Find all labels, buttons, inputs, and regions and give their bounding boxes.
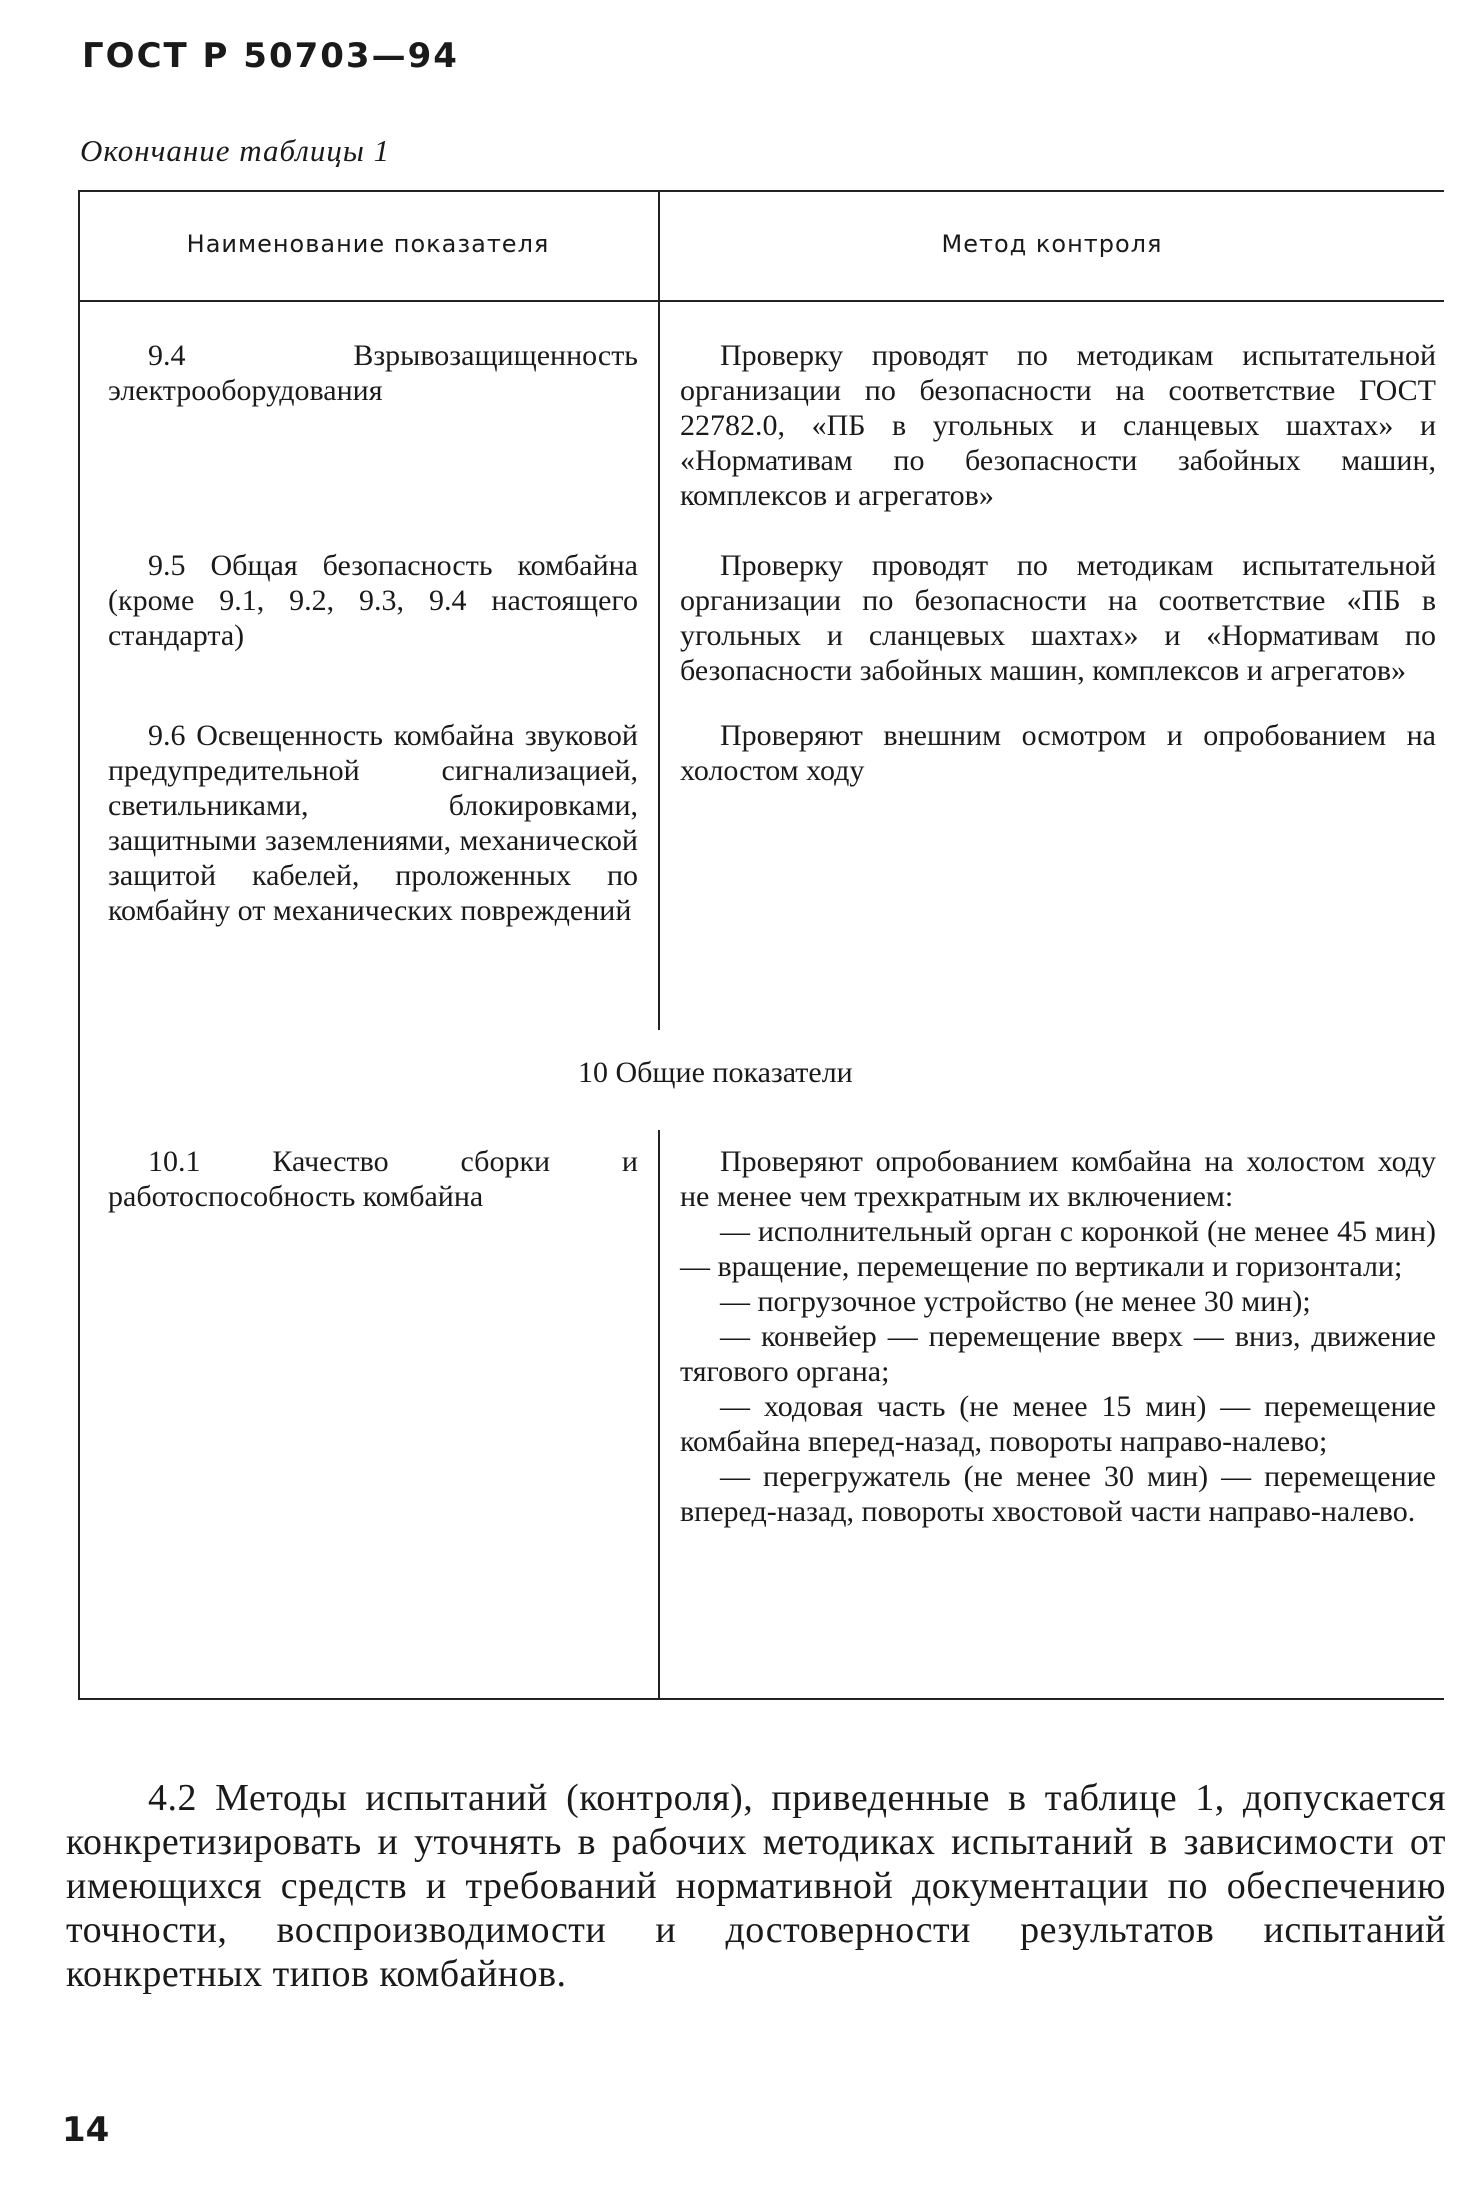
table-row-9-4-method: Проверку проводят по методикам испытательной организации по безопасности на соответствие ГОСТ 22782.0, «ПБ в угольных и сланцевых шахтах» и «Нормативам по безопасности забойных машин, комплексов и агрегатов» [680, 339, 1436, 512]
methods-table [78, 190, 1444, 1700]
table-row-10-1-method [680, 1144, 1436, 1529]
paragraph-4-2: 4.2 Методы испытаний (контроля), приведенные в таблице 1, допускается конкретизировать и уточнять в рабочих методиках испытаний в зависимости от имеющихся средств и требований нормативной документации по обеспечению точности, воспроизводимости и достоверности результатов испытаний конкретных типов комбайнов. [66, 1777, 1446, 1995]
column-header-method: Метод контроля [941, 230, 1163, 258]
document-code: ГОСТ Р 50703—94 [82, 36, 459, 76]
table-caption: Окончание таблицы 1 [80, 133, 391, 168]
method-item: — ходовая часть (не менее 15 мин) — перемещение комбайна вперед-назад, повороты направо-налево; [680, 1390, 1436, 1458]
method-item: — исполнительный орган с коронкой (не менее 45 мин) — вращение, перемещение по вертикали и горизонтали; [680, 1215, 1436, 1283]
method-item: — конвейер — перемещение вверх — вниз, движение тягового органа; [680, 1320, 1436, 1388]
table-header-divider [78, 300, 1444, 302]
table-bottom-border [78, 1698, 1444, 1700]
table-top-border [78, 190, 1444, 192]
table-row-9-6-method: Проверяют внешним осмотром и опробованием на холостом ходу [680, 719, 1436, 787]
method-item: — перегружатель (не менее 30 мин) — перемещение вперед-назад, повороты хвостовой части направо-налево. [680, 1460, 1436, 1528]
table-row-9-4-name: 9.4 Взрывозащищенность электрооборудования [108, 339, 638, 407]
column-header-indicator: Наименование показателя [186, 230, 550, 258]
table-row-9-5-name: 9.5 Общая безопасность комбайна (кроме 9.1, 9.2, 9.3, 9.4 настоящего стандарта) [108, 549, 638, 652]
method-item: — погрузочное устройство (не менее 30 мин); [720, 1285, 1311, 1318]
table-row-9-6-name: 9.6 Освещенность комбайна звуковой предупредительной сигнализацией, светильниками, блокировками, защитными заземлениями, механической защитой кабелей, проложенных по комбайну от механических повреждений [108, 719, 638, 927]
table-column-divider-lower [658, 1130, 660, 1700]
table-row-9-5-method: Проверку проводят по методикам испытательной организации по безопасности на соответствие «ПБ в угольных и сланцевых шахтах» и «Нормативам по безопасности забойных машин, комплексов и агрегатов» [680, 549, 1436, 687]
section-title-general: 10 Общие показатели [578, 1056, 853, 1089]
page-number: 14 [62, 2110, 110, 2150]
table-row-10-1-name: 10.1 Качество сборки и работоспособность комбайна [108, 1145, 638, 1213]
table-column-divider-upper [658, 190, 660, 1030]
table-left-border [78, 190, 80, 1700]
method-intro: Проверяют опробованием комбайна на холостом ходу не менее чем трехкратным их включением: [680, 1145, 1436, 1213]
